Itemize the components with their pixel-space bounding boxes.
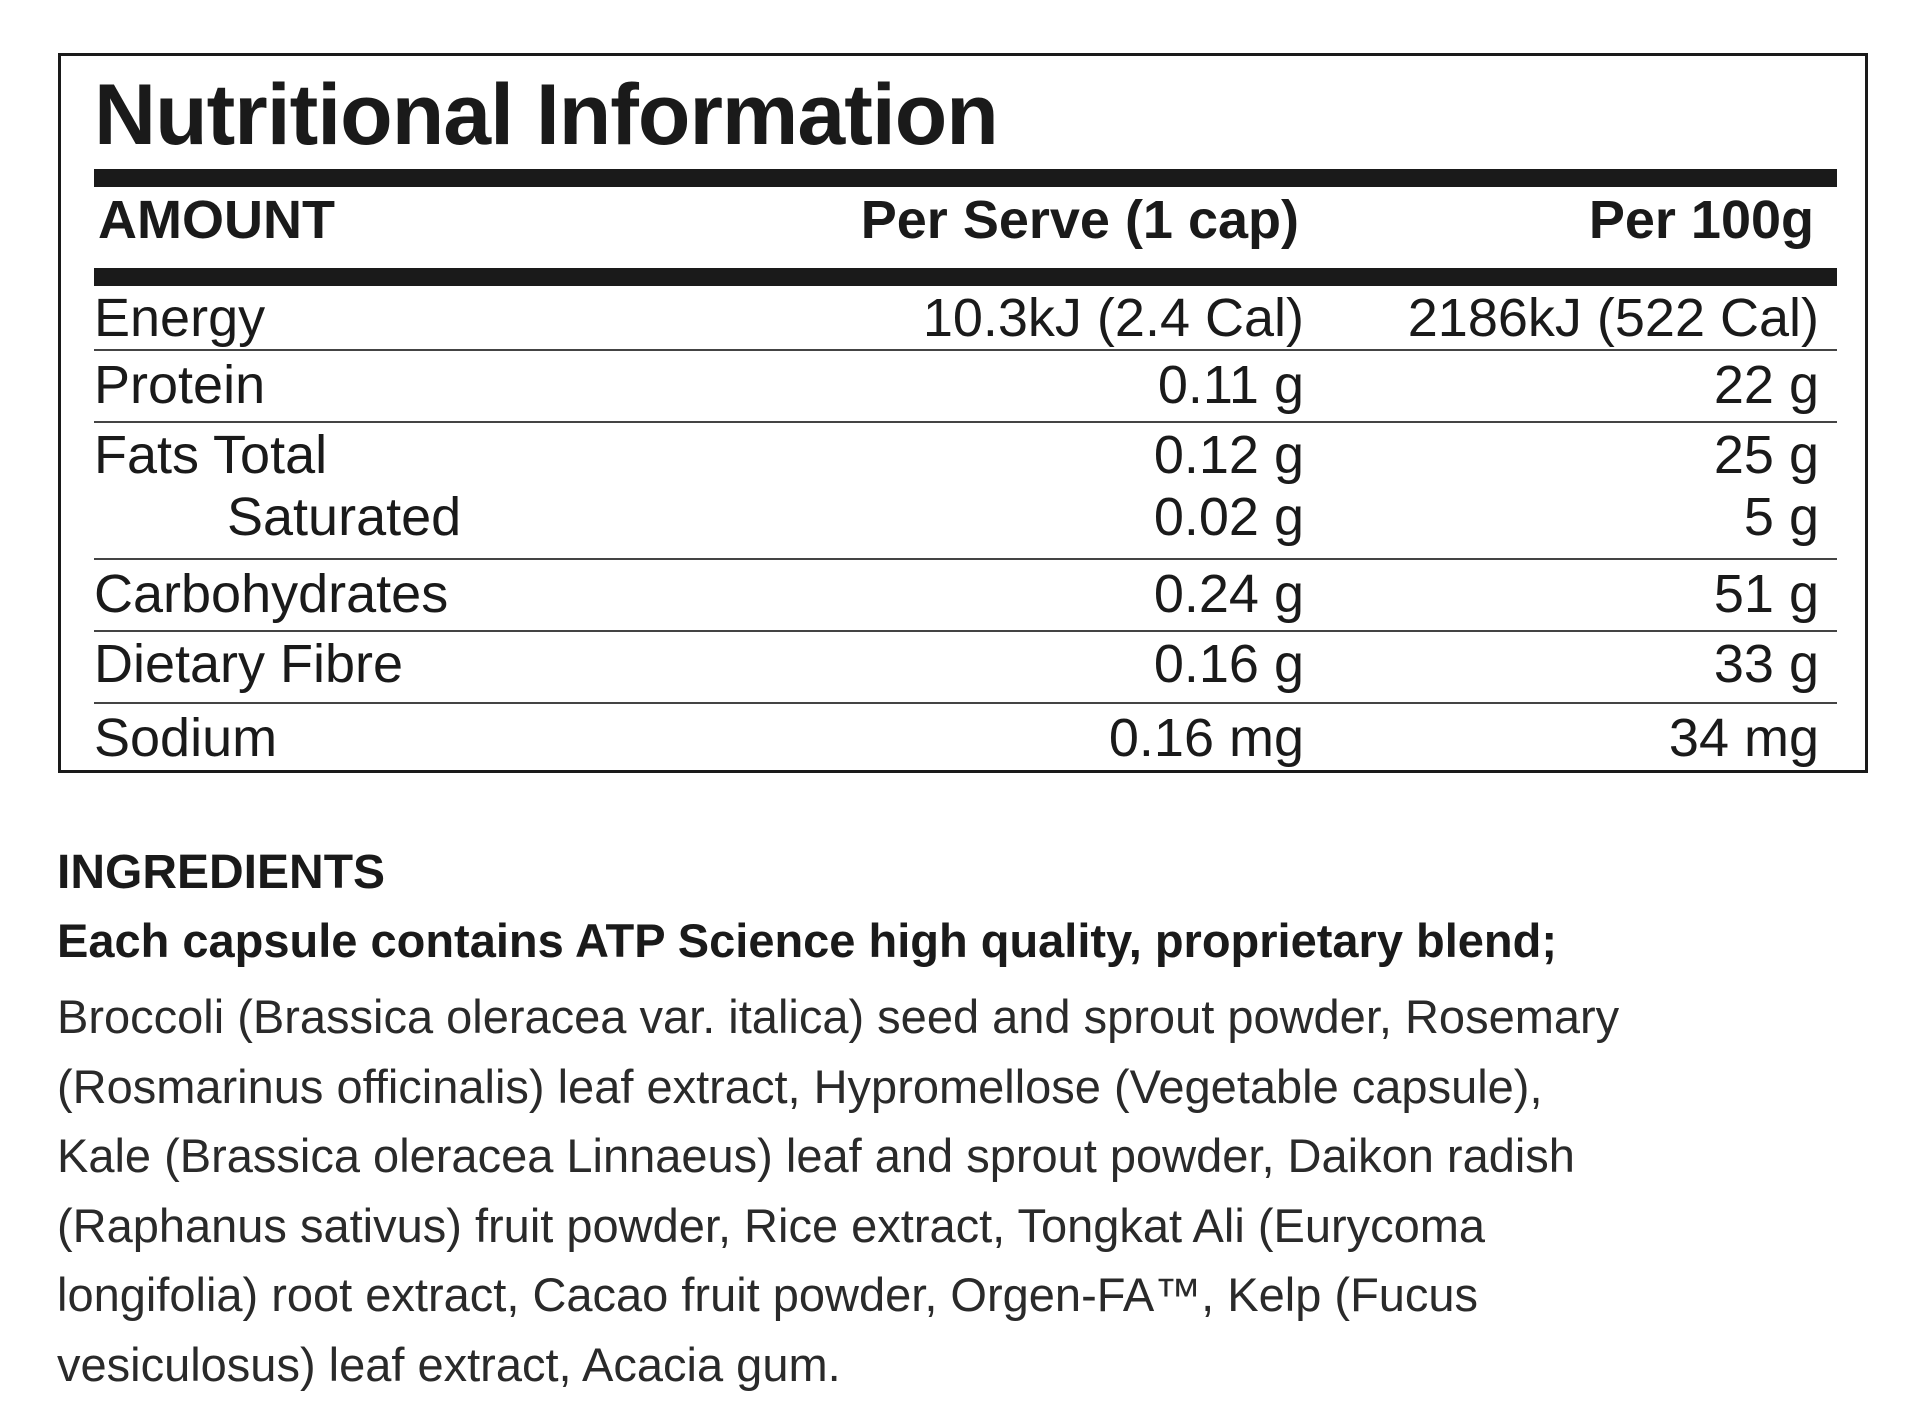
row-name: Energy: [94, 288, 266, 348]
row-carbohydrates: [94, 560, 1837, 632]
row-per-serve: 0.11 g: [1157, 355, 1304, 415]
header-amount: AMOUNT: [98, 190, 335, 250]
row-per-100g: 22 g: [1713, 355, 1819, 415]
thick-rule-header: [94, 268, 1837, 286]
row-per-100g: 5 g: [1743, 487, 1819, 547]
row-per-serve: 0.16 mg: [1108, 708, 1304, 768]
ingredients-heading: INGREDIENTS: [57, 846, 386, 899]
header-per-100g: Per 100g: [1588, 190, 1814, 250]
row-name: Sodium: [94, 708, 278, 768]
ingredients-line: (Rosmarinus officinalis) leaf extract, Hypromellose (Vegetable capsule),: [57, 1059, 1543, 1113]
row-per-100g: 33 g: [1713, 634, 1819, 694]
row-per-serve: 0.12 g: [1153, 425, 1304, 485]
row-dietary-fibre: [94, 632, 1837, 704]
ingredients-lead: Each capsule contains ATP Science high quality, proprietary blend;: [57, 914, 1558, 967]
row-per-serve: 0.16 g: [1153, 634, 1304, 694]
row-energy: [94, 286, 1837, 351]
nutrition-panel: [58, 53, 1868, 773]
row-per-serve: 10.3kJ (2.4 Cal): [922, 288, 1304, 348]
row-per-100g: 25 g: [1713, 425, 1819, 485]
header-per-serve: Per Serve (1 cap): [860, 190, 1299, 250]
row-per-100g: 51 g: [1713, 564, 1819, 624]
nutrition-title: Nutritional Information: [94, 67, 998, 163]
ingredients-line: vesiculosus) leaf extract, Acacia gum.: [57, 1337, 841, 1391]
row-sodium: [94, 704, 1837, 770]
row-name: Dietary Fibre: [94, 634, 404, 694]
ingredients-list: [57, 982, 1857, 1399]
row-per-serve: 0.02 g: [1153, 487, 1304, 547]
ingredients-line: Kale (Brassica oleracea Linnaeus) leaf and sprout powder, Daikon radish: [57, 1129, 1575, 1182]
row-name: Fats Total: [94, 425, 328, 485]
row-fats: [94, 423, 1837, 560]
row-protein: [94, 351, 1837, 423]
row-per-100g: 34 mg: [1668, 708, 1819, 768]
row-name: Carbohydrates: [94, 564, 449, 624]
ingredients-line: Broccoli (Brassica oleracea var. italica) seed and sprout powder, Rosemary: [57, 990, 1620, 1043]
row-per-serve: 0.24 g: [1153, 564, 1304, 624]
row-name-saturated: Saturated: [227, 487, 462, 547]
row-per-100g: 2186kJ (522 Cal): [1407, 288, 1819, 348]
row-name: Protein: [94, 355, 266, 415]
ingredients-line: longifolia) root extract, Cacao fruit powder, Orgen-FA™, Kelp (Fucus: [57, 1268, 1479, 1321]
ingredients-line: (Raphanus sativus) fruit powder, Rice extract, Tongkat Ali (Eurycoma: [57, 1198, 1486, 1252]
thick-rule-top: [94, 169, 1837, 187]
